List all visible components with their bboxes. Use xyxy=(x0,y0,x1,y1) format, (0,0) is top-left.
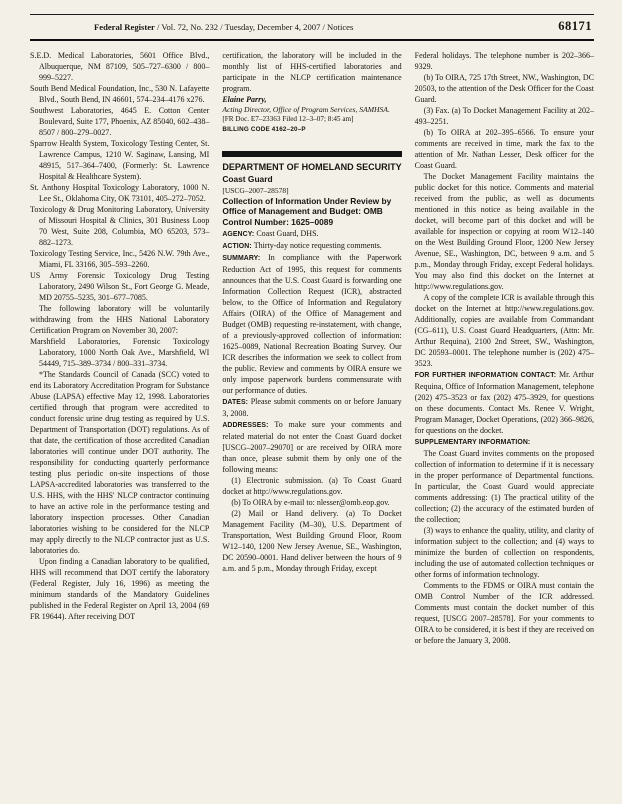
laboratory-entry: Toxicology & Drug Monitoring Laboratory, University of Missouri Hospital & Clinics, 301 Business Loop 70 West, Suite 208, Columbia, MO 65203, 573–882–1273. xyxy=(30,205,210,247)
notice-title: Collection of Information Under Review by Office of Management and Budget: OMB Control Number: 1625–0089 xyxy=(222,195,392,228)
labeled-paragraph: AGENCY: Coast Guard, DHS. xyxy=(222,229,319,239)
field-label: DATES: xyxy=(222,399,251,407)
labeled-paragraph xyxy=(415,436,594,448)
labeled-paragraph: ADDRESSES: To make sure your comments and related material do not enter the Coast Guard docket [USCG–2007–29070] or are received by OIRA more than once, please submit them by only one of the following means: xyxy=(222,420,402,475)
signature-title: Acting Director, Office of Program Services, SAMHSA. xyxy=(222,105,390,114)
paragraph: *The Standards Council of Canada (SCC) voted to end its Laboratory Accreditation Program for Substance Abuse (LAPSA) effective May 12, 1998. Laboratories certified through that program were accredited to conduct forensic urine drug testing as required by U.S. Department of Transportation (DOT) regulations. As of that date, the certification of those accredited Canadian laboratories will continue under DOT authority. The responsibility for conducting quarterly performance testing plus periodic on-site inspections of those LAPSA-accredited laboratories was transferred to the U.S. HHS, with the HHS' NLCP contractor continuing to have an active role in the performance testing and laboratory inspection processes. Other Canadian laboratories wishing to be considered for the NLCP may apply directly to the NLCP contractor just as U.S. laboratories do. xyxy=(30,370,210,555)
docket-number: [USCG–2007–28578] xyxy=(222,185,289,195)
field-label: ADDRESSES: xyxy=(222,422,275,430)
paragraph: (1) Electronic submission. (a) To Coast Guard docket at http://www.regulations.gov. xyxy=(222,476,402,497)
labeled-paragraph: ACTION: Thirty-day notice requesting comments. xyxy=(222,241,382,251)
billing-code: BILLING CODE 4162–20–P xyxy=(222,126,306,134)
page-header xyxy=(30,14,594,41)
field-label: SUPPLEMENTARY INFORMATION: xyxy=(414,439,531,446)
agency-subheading: Coast Guard xyxy=(222,173,273,184)
laboratory-entry: Marshfield Laboratories, Forensic Toxicology Laboratory, 1000 North Oak Ave., Marshfield, WI 54449, 715–389–3734 / 800–331–3734. xyxy=(30,337,210,368)
paragraph: The Coast Guard invites comments on the proposed collection of information to determine if it is necessary in the proper performance of Departmental functions. In particular, the Coast Guard would appreciate comments addressing: (1) The practical utility of the collection; (2) the accuracy of the estimated burden of the collection; xyxy=(414,449,594,524)
paragraph: A copy of the complete ICR is available through this docket on the Internet at http://www.regulations.gov. Additionally, copies are available from Commandant (CG–611), U.S. Coast Guard Headquarters, (Attn: Mr. Arthur Requina), 2100 2nd Street, SW., Washington, DC 20593–0001. The telephone number is (202) 475–3523. xyxy=(414,293,594,368)
paragraph: (2) Mail or Hand delivery. (a) To Docket Management Facility (M–30), U.S. Department of Transportation, West Building Ground Floor, Room W12–140, 1200 New Jersey Avenue, SE., Washington, DC 20590–0001. Hand deliver between the hours of 9 a.m. and 5 p.m., Monday through Friday, except xyxy=(222,509,402,574)
paragraph: (b) To OIRA, 725 17th Street, NW., Washington, DC 20503, to the attention of the Desk Officer for the Coast Guard. xyxy=(414,73,594,104)
paragraph-continuation: Federal holidays. The telephone number is 202–366–9329. xyxy=(414,51,594,71)
paragraph: Comments to the FDMS or OIRA must contain the OMB Control Number of the ICR addressed. Comments must contain the docket number of this request, [USCG 2007–28578]. For your comments to OIRA to be considered, it is best if they are received on or before the January 3, 2008. xyxy=(414,581,594,645)
fr-doc-line: [FR Doc. E7–23363 Filed 12–3–07; 8:45 am] xyxy=(222,114,354,123)
paragraph: (b) To OIRA by e-mail to: nlesser@omb.eop.gov. xyxy=(231,498,390,508)
laboratory-entry: S.E.D. Medical Laboratories, 5601 Office Blvd., Albuquerque, NM 87109, 505–727–6300 / 800–999–5227. xyxy=(30,51,210,82)
column-2 xyxy=(222,50,401,646)
header-rule-bottom xyxy=(30,39,594,41)
paragraph-continuation: certification, the laboratory will be included in the monthly list of HHS-certified laboratories and participate in the NLCP certification maintenance program. xyxy=(222,51,402,93)
laboratory-entry: Sparrow Health System, Toxicology Testing Center, St. Lawrence Campus, 1210 W. Saginaw, Lansing, MI 48915, 517–364–7400, (Formerly: St. Lawrence Hospital & Healthcare System). xyxy=(30,139,210,181)
column-3 xyxy=(415,50,594,646)
department-heading: DEPARTMENT OF HOMELAND SECURITY xyxy=(222,162,402,173)
paragraph: (3) Fax. (a) To Docket Management Facility at 202–493–2251. xyxy=(414,106,594,126)
laboratory-entry: South Bend Medical Foundation, Inc., 530 N. Lafayette Blvd., South Bend, IN 46601, 574–234–4176 x276. xyxy=(30,84,210,104)
field-label: ACTION: xyxy=(222,243,254,251)
laboratory-entry: Toxicology Testing Service, Inc., 5426 N.W. 79th Ave., Miami, FL 33166, 305–593–2260. xyxy=(30,249,210,269)
field-label: AGENCY: xyxy=(222,231,257,239)
paragraph: Upon finding a Canadian laboratory to be qualified, HHS will recommend that DOT certify the laboratory (Federal Register, July 16, 1996) as meeting the minimum standards of the Mandatory Guidelines published in the Federal Register on April 13, 2004 (69 FR 19644). After receiving DOT xyxy=(30,557,210,621)
laboratory-entry: US Army Forensic Toxicology Drug Testing Laboratory, 2490 Wilson St., Fort George G. Meade, MD 20755–5235, 301–677–7085. xyxy=(30,271,210,302)
page-number: 68171 xyxy=(558,19,592,33)
labeled-paragraph: FOR FURTHER INFORMATION CONTACT: Mr. Arthur Requina, Office of Information Management, telephone (202) 475–3523 or fax (202) 475–3929, for questions on these documents. Contact Ms. Renee V. Wright, Program Manager, Docket Operations, (202) 366–9826, for questions on the docket. xyxy=(414,370,594,435)
laboratory-entry: Southwest Laboratories, 4645 E. Cotton Center Boulevard, Suite 177, Phoenix, AZ 85040, 602–438–8507 / 800–279–0027. xyxy=(30,106,210,137)
field-label: SUMMARY: xyxy=(222,255,269,263)
section-rule xyxy=(222,151,401,157)
labeled-paragraph: SUMMARY: In compliance with the Paperwork Reduction Act of 1995, this request for comments announces that the U.S. Coast Guard is forwarding one Information Collection Request (ICR), abstracted below, to the Office of Information and Regulatory Affairs (OIRA) of the Office of Management and Budget (OMB) requesting re-instatement, with change, of a previously-approved collection of information: 1625–0089, National Recreation Boating Survey. Our ICR describes the information we seek to collect from the public. Review and comments by OIRA ensure we only impose paperwork burdens commensurate with our performance of duties. xyxy=(222,253,402,396)
paragraph: (3) ways to enhance the quality, utility, and clarity of information subject to the collection; and (4) ways to minimize the burden of collection on respondents, including the use of automated collection techniques or other forms of information technology. xyxy=(414,526,594,579)
issue-info: / Vol. 72, No. 232 / Tuesday, December 4, 2007 / Notices xyxy=(154,22,354,32)
three-column-body xyxy=(30,50,594,646)
journal-name: Federal Register xyxy=(94,22,155,32)
signature-name: Elaine Parry, xyxy=(222,95,267,104)
labeled-paragraph: DATES: Please submit comments on or before January 3, 2008. xyxy=(222,397,402,419)
column-1 xyxy=(30,50,209,646)
running-head-text xyxy=(94,22,353,32)
laboratory-entry: St. Anthony Hospital Toxicology Laboratory, 1000 N. Lee St., Oklahoma City, OK 73101, 405–272–7052. xyxy=(30,183,210,203)
field-label: FOR FURTHER INFORMATION CONTACT: xyxy=(414,372,559,379)
running-head xyxy=(30,15,594,36)
paragraph: The following laboratory will be voluntarily withdrawing from the HHS National Laboratory Certification Program on November 30, 2007: xyxy=(30,304,210,335)
paragraph: The Docket Management Facility maintains the public docket for this notice. Comments and material received from the public, as well as documents mentioned in this notice as being available in the docket, will become part of this docket and will be available for inspection or copying at room W12–140 on the West Building Ground Floor, 1200 New Jersey Avenue, SE., Washington, DC, between 9 a.m. and 5 p.m., Monday through Friday, except Federal holidays. You may also find this docket on the Internet at http://www.regulations.gov. xyxy=(414,172,594,291)
paragraph: (b) To OIRA at 202–395–6566. To ensure your comments are received in time, mark the fax to the attention of Mr. Nathan Lesser, Desk officer for the Coast Guard. xyxy=(414,128,594,170)
